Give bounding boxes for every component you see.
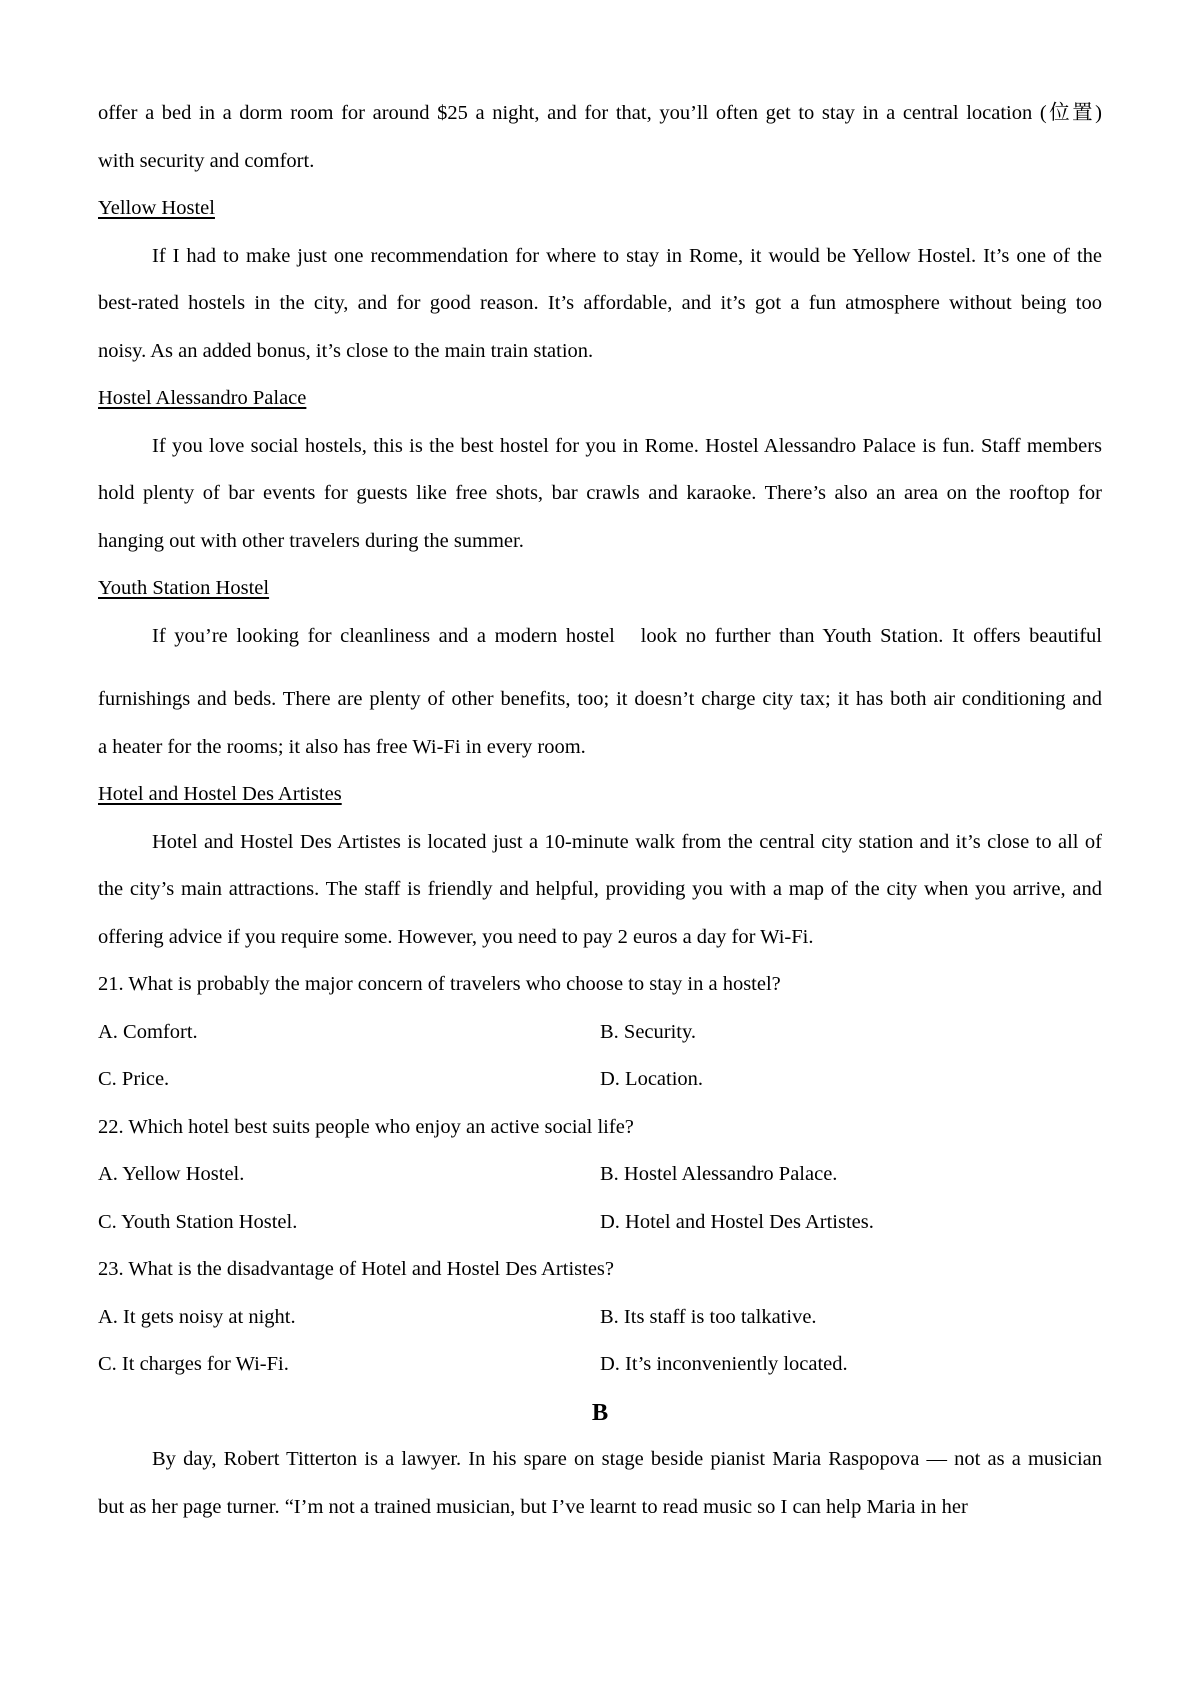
body-line: the city’s main attractions. The staff is friendly and helpful, providing you with a map of the city when you arrive, and bbox=[98, 878, 1102, 900]
options-row bbox=[98, 1056, 1102, 1104]
body-line: a heater for the rooms; it also has free Wi-Fi in every room. bbox=[98, 735, 586, 758]
options-row bbox=[98, 1199, 1102, 1247]
exam-page bbox=[98, 90, 1102, 1531]
body-line: but as her page turner. “I’m not a trained musician, but I’ve learnt to read music so I can help Maria in her bbox=[98, 1495, 968, 1518]
body-line: By day, Robert Titterton is a lawyer. In his spare on stage beside pianist Maria Raspopova — not as a musician bbox=[152, 1448, 1102, 1470]
option-right: B. Security. bbox=[600, 1020, 697, 1043]
options-row bbox=[98, 1151, 1102, 1199]
option-right: B. Hostel Alessandro Palace. bbox=[600, 1163, 838, 1185]
option-right: D. Location. bbox=[600, 1068, 704, 1090]
body-line: furnishings and beds. There are plenty of other benefits, too; it doesn’t charge city tax; it has both air conditioning and bbox=[98, 688, 1102, 710]
body-line: offering advice if you require some. However, you need to pay 2 euros a day for Wi-Fi. bbox=[98, 925, 814, 948]
body-line: If you’re looking for cleanliness and a modern hostel look no further than Youth Station. It offers beautiful bbox=[152, 624, 1102, 647]
body-line: noisy. As an added bonus, it’s close to the main train station. bbox=[98, 339, 594, 362]
body-line: Hotel and Hostel Des Artistes is located just a 10-minute walk from the central city station and it’s close to all of bbox=[152, 830, 1102, 853]
option-left: C. Price. bbox=[98, 1068, 170, 1090]
option-right: D. Hotel and Hostel Des Artistes. bbox=[600, 1210, 874, 1233]
hostel-heading-text: Hostel Alessandro Palace bbox=[98, 387, 307, 409]
hostel-heading-text: Youth Station Hostel bbox=[98, 577, 270, 599]
body-line: best-rated hostels in the city, and for good reason. It’s affordable, and it’s got a fun atmosphere without being too bbox=[98, 292, 1102, 314]
options-row bbox=[98, 1341, 1102, 1389]
hostel-heading bbox=[98, 771, 1102, 819]
body-line: hold plenty of bar events for guests like free shots, bar crawls and karaoke. There’s also an area on the rooftop for bbox=[98, 482, 1102, 504]
option-left: C. Youth Station Hostel. bbox=[98, 1210, 298, 1233]
option-left: A. Yellow Hostel. bbox=[98, 1163, 245, 1185]
option-left: A. Comfort. bbox=[98, 1020, 198, 1043]
options-row bbox=[98, 1009, 1102, 1057]
body-line: If I had to make just one recommendation for where to stay in Rome, it would be Yellow Hostel. It’s one of the bbox=[152, 244, 1102, 267]
body-line: hanging out with other travelers during the summer. bbox=[98, 529, 524, 552]
section-label: B bbox=[591, 1398, 609, 1426]
body-line: If you love social hostels, this is the best hostel for you in Rome. Hostel Alessandro Palace is fun. Staff members bbox=[152, 434, 1102, 457]
hostel-heading bbox=[98, 565, 1102, 613]
hostel-heading bbox=[98, 375, 1102, 423]
body-line: offer a bed in a dorm room for around $25 a night, and for that, you’ll often get to stay in a central location (位置) bbox=[98, 102, 1102, 124]
question-line: 21. What is probably the major concern of travelers who choose to stay in a hostel? bbox=[98, 973, 781, 995]
options-row bbox=[98, 1294, 1102, 1342]
option-right: B. Its staff is too talkative. bbox=[600, 1305, 817, 1328]
option-left: A. It gets noisy at night. bbox=[98, 1305, 296, 1328]
hostel-heading-text: Yellow Hostel bbox=[98, 197, 215, 219]
question-line: 22. Which hotel best suits people who enjoy an active social life? bbox=[98, 1115, 634, 1138]
option-right: D. It’s inconveniently located. bbox=[600, 1353, 848, 1375]
hostel-heading-text: Hotel and Hostel Des Artistes bbox=[98, 783, 342, 805]
question-line: 23. What is the disadvantage of Hotel and Hostel Des Artistes? bbox=[98, 1258, 614, 1280]
body-line: with security and comfort. bbox=[98, 149, 315, 172]
hostel-heading bbox=[98, 185, 1102, 233]
option-left: C. It charges for Wi-Fi. bbox=[98, 1353, 289, 1375]
